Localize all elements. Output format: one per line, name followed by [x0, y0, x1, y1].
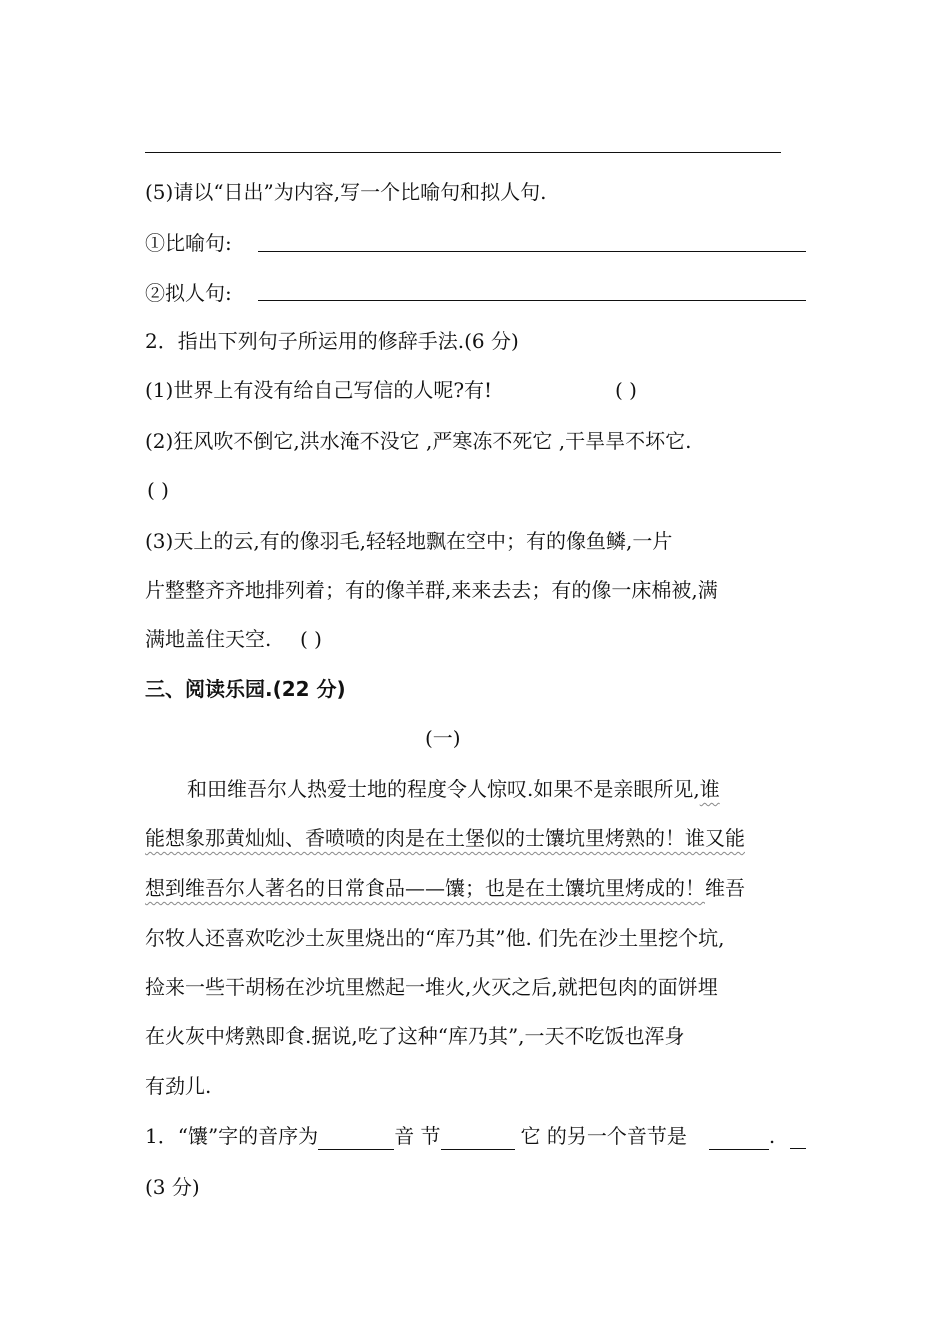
passage-line-1-text: 和田维吾尔人热爱士地的程度令人惊叹.如果不是亲眼所见,	[187, 777, 700, 801]
q1-blank-initial[interactable]	[318, 1127, 394, 1150]
reading-q1	[145, 1122, 775, 1150]
q2-sentence-2: (2)狂风吹不倒它,洪水淹不没它 ,严寒冻不死它 ,干旱旱不坏它.	[145, 429, 692, 453]
q2-title: 2．指出下列句子所运用的修辞手法.(6 分)	[145, 329, 519, 353]
q1-blank-other-syllable[interactable]	[709, 1127, 769, 1150]
q1-part-1: 1．“馕”字的音序为	[145, 1124, 319, 1148]
q1-score: (3 分)	[145, 1175, 200, 1199]
passage-line-1-marked: 谁	[699, 777, 720, 801]
passage-line-3-text: 维吾	[705, 876, 745, 900]
q2-sentence-3-line3: 满地盖住天空.	[145, 627, 272, 651]
passage-number: (一)	[425, 726, 461, 750]
q2-sentence-3-line1: (3)天上的云,有的像羽毛,轻轻地飘在空中；有的像鱼鳞,一片	[145, 529, 673, 553]
q1-end: .	[768, 1124, 776, 1148]
q2-answer-paren-2[interactable]: ( )	[147, 478, 169, 502]
q5-prompt: (5)请以“日出”为内容,写一个比喻句和拟人句.	[145, 180, 547, 204]
passage-line-6: 在火灰中烤熟即食.据说,吃了这种“库乃其”,一天不吃饭也浑身	[145, 1024, 685, 1048]
simile-answer-line[interactable]	[258, 251, 806, 252]
personification-label: ②拟人句:	[145, 281, 232, 305]
passage-line-3	[145, 874, 745, 902]
passage-line-1	[187, 775, 720, 803]
q2-sentence-3-line2: 片整整齐齐地排列着；有的像羊群,来来去去；有的像一床棉被,满	[145, 578, 718, 602]
q1-part-3: 它 的另一个音节是	[520, 1124, 687, 1148]
simile-label: ①比喻句:	[145, 231, 232, 255]
passage-line-3-marked: 想到维吾尔人著名的日常食品——馕；也是在土馕坑里烤成的！	[145, 876, 705, 900]
passage-line-7: 有劲儿.	[145, 1074, 212, 1098]
passage-line-4: 尔牧人还喜欢吃沙土灰里烧出的“库乃其”他. 们先在沙土里挖个坑,	[145, 926, 725, 950]
q1-blank-syllable[interactable]	[441, 1127, 515, 1150]
q1-end-line	[790, 1148, 806, 1149]
q1-part-2: 音 节	[394, 1124, 441, 1148]
passage-line-2: 能想象那黄灿灿、香喷喷的肉是在土堡似的士馕坑里烤熟的！谁又能	[145, 826, 745, 850]
passage-line-5: 捡来一些干胡杨在沙坑里燃起一堆火,火灭之后,就把包肉的面饼埋	[145, 975, 718, 999]
section-3-heading: 三、阅读乐园.(22 分)	[145, 677, 346, 701]
q2-sentence-1: (1)世界上有没有给自己写信的人呢?有!	[145, 378, 493, 402]
q2-answer-paren-3[interactable]: ( )	[300, 627, 322, 651]
top-answer-line	[145, 152, 781, 153]
q2-answer-paren-1[interactable]: ( )	[615, 378, 637, 402]
personification-answer-line[interactable]	[258, 300, 806, 301]
